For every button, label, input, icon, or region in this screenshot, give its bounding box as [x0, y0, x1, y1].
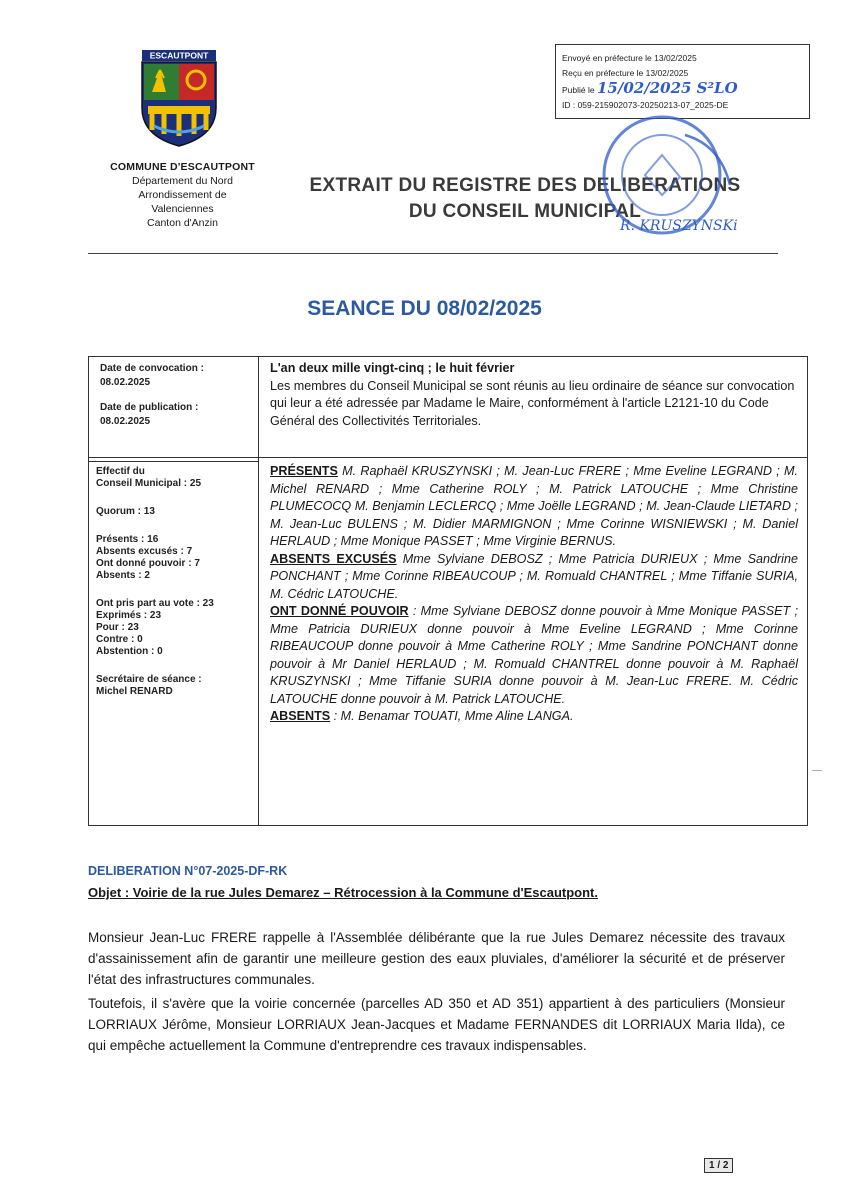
- arrondissement-label: Arrondissement de: [138, 189, 227, 201]
- session-title: SEANCE DU 08/02/2025: [307, 297, 542, 320]
- department: Département du Nord: [132, 175, 233, 187]
- presents-paragraph: [270, 463, 798, 551]
- table-row-divider: [88, 457, 808, 458]
- header-divider: [88, 253, 778, 254]
- received-date: Reçu en préfecture le 13/02/2025: [562, 68, 689, 78]
- deliberation-number: DELIBERATION N°07-2025-DF-RK: [88, 864, 288, 878]
- effectif-label: Effectif du: [96, 466, 145, 477]
- act-id: ID : 059-215902073-20250213-07_2025-DE: [562, 100, 729, 110]
- proxy-heading: ONT DONNÉ POUVOIR: [270, 604, 409, 618]
- session-intro: [270, 360, 798, 430]
- deliberation-paragraph-1: Monsieur Jean-Luc FRERE rappelle à l'Assemblée délibérante que la rue Jules Demarez nécessite des travaux d'assainissement afin de garantir une meilleure gestion des eaux pluviales, d'améliorer la sécurité et de préserver l'état des infrastructures communales.: [88, 930, 785, 987]
- commune-block: [90, 160, 275, 230]
- page-number: 1 / 2: [704, 1158, 733, 1173]
- convocation-date: 08.02.2025: [100, 377, 151, 388]
- excused-heading: ABSENTS EXCUSÉS: [270, 551, 397, 566]
- presents-heading: PRÉSENTS: [270, 464, 338, 478]
- presents-count: Présents : 16: [96, 534, 159, 545]
- arrondissement-name: Valenciennes: [151, 203, 214, 215]
- table-column-divider: [258, 356, 259, 826]
- expressed-count: Exprimés : 23: [96, 610, 162, 621]
- title-line-2: DU CONSEIL MUNICIPAL: [408, 201, 642, 222]
- proxy-count: Ont donné pouvoir : 7: [96, 558, 200, 569]
- proxy-paragraph: [270, 603, 798, 708]
- against-count: Contre : 0: [96, 634, 143, 645]
- commune-name: COMMUNE D'ESCAUTPONT: [110, 161, 255, 173]
- title-line-1: EXTRAIT DU REGISTRE DES DELIBERATIONS: [309, 175, 741, 196]
- effectif-value: Conseil Municipal : 25: [96, 478, 202, 489]
- published-label: Publié le: [562, 85, 595, 95]
- absents-list: : M. Benamar TOUATI, Mme Aline LANGA.: [330, 709, 574, 723]
- session-date-line: L'an deux mille vingt-cinq ; le huit février: [270, 361, 515, 375]
- proxy-list: : Mme Sylviane DEBOSZ donne pouvoir à Mme Monique PASSET ; Mme Patricia DURIEUX donne pouvoir à Mme Eveline LEGRAND ; Mme Corinne RIBEAUCOUP donne pouvoir à Mme Catherine ROLY ; Mme Sandrine PONCHANT donne pouvoir à Mr Daniel HERLAUD ; M. Romuald CHANTREL donne pouvoir à M. Raphaël KRUSZYNSKI ; Mme Tiffanie SURIA donne pouvoir à M. Jean-Luc FRERE. M. Cédric LATOUCHE donne pouvoir à M. Patrick LATOUCHE.: [270, 604, 798, 706]
- quorum: Quorum : 13: [96, 506, 155, 517]
- deliberation-subject: Objet : Voirie de la rue Jules Demarez – Rétrocession à la Commune d'Escautpont.: [88, 885, 598, 900]
- excused-count: Absents excusés : 7: [96, 546, 193, 557]
- excused-list: Mme Sylviane DEBOSZ ; Mme Patricia DURIEUX ; Mme Sandrine PONCHANT ; Mme Corinne RIBEAUCOUP ; M. Romuald CHANTREL ; Mme Tiffanie SURIA, M. Cédric LATOUCHE.: [270, 551, 798, 601]
- deliberation-paragraph-2: Toutefois, il s'avère que la voirie concernée (parcelles AD 350 et AD 351) appartient à des particuliers (Monsieur LORRIAUX Jérôme, Monsieur LORRIAUX Jean-Jacques et Madame FERNANDES dit LORRIAUX Maria Ilda), ce qui empêche actuellement la Commune d'entreprendre ces travaux indispensables.: [88, 996, 785, 1053]
- absent-count: Absents : 2: [96, 570, 150, 581]
- session-intro-body: Les membres du Conseil Municipal se sont réunis au lieu ordinaire de séance sur convocation qui leur a été adressée par Madame le Maire, conformément à l'article L2121-10 du Code Général des Collectivités Territoriales.: [270, 378, 795, 428]
- mayor-signature: R. KRUSZYNSKi: [620, 218, 738, 234]
- excused-paragraph: [270, 551, 798, 604]
- convocation-dates: [100, 363, 250, 428]
- voters-count: Ont pris part au vote : 23: [96, 598, 214, 609]
- presents-list: M. Raphaël KRUSZYNSKI ; M. Jean-Luc FRERE ; Mme Eveline LEGRAND ; M. Michel RENARD ; Mme Catherine ROLY ; M. Patrick LATOUCHE ; Mme Christine PLUMECOCQ M. Benjamin LECLERCQ ; Mme Joëlle LEGRAND ; M. Jean-Claude LIETARD ; M. Jean-Luc BULENS ; M. Didier MARMIGNON ; Mme Corinne WISNIEWSKI ; M. Daniel HERLAUD ; Mme Monique PASSET ; Mme Virginie BERNUS.: [270, 464, 798, 548]
- published-line: [562, 81, 803, 98]
- absents-heading: ABSENTS: [270, 709, 331, 723]
- for-count: Pour : 23: [96, 622, 139, 633]
- secretary-label: Secrétaire de séance :: [96, 674, 202, 685]
- logo-text: ESCAUTPONT: [149, 50, 209, 61]
- abstention-count: Abstention : 0: [96, 646, 163, 657]
- published-handwritten: 15/02/2025 S²LO: [596, 79, 738, 97]
- absents-paragraph: [270, 708, 798, 726]
- sent-date: Envoyé en préfecture le 13/02/2025: [562, 53, 697, 63]
- attendance-details: [270, 463, 798, 726]
- vote-summary: [96, 464, 256, 698]
- secretary-name: Michel RENARD: [96, 686, 173, 697]
- escautpont-coat-of-arms: [138, 48, 220, 148]
- margin-mark: [812, 770, 822, 771]
- canton: Canton d'Anzin: [147, 217, 218, 229]
- publication-date: 08.02.2025: [100, 416, 151, 427]
- convocation-label: Date de convocation :: [100, 363, 204, 374]
- table-row-divider-left: [88, 461, 258, 462]
- publication-label: Date de publication :: [100, 402, 199, 413]
